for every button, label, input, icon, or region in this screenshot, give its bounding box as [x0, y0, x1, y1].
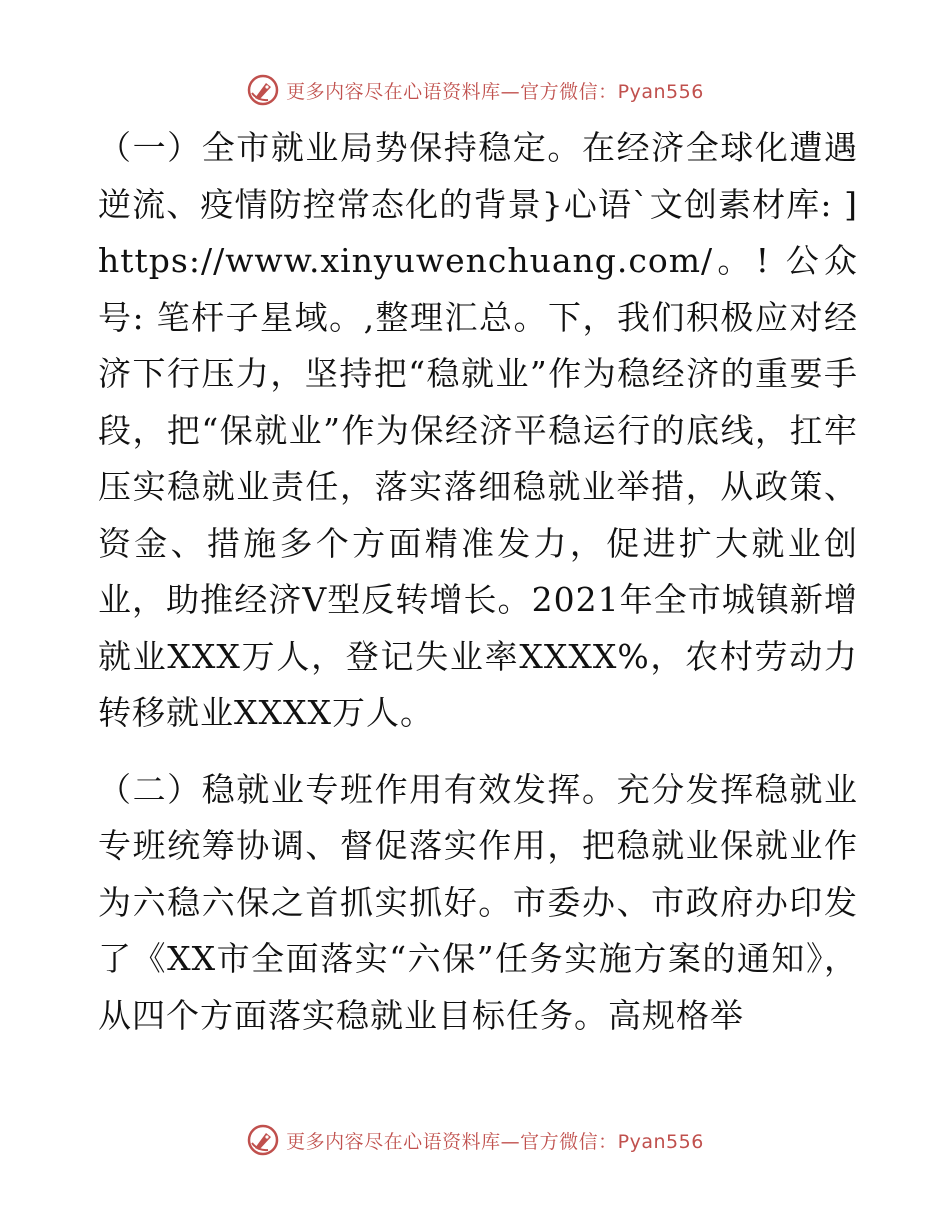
watermark-text: 更多内容尽在心语资料库—官方微信：Pyan556: [286, 80, 704, 103]
watermark-text: 更多内容尽在心语资料库—官方微信：Pyan556: [286, 1130, 704, 1153]
document-body: [98, 120, 858, 1044]
footer-watermark-banner: [0, 1120, 950, 1160]
paragraph-1: （一）全市就业局势保持稳定。在经济全球化遭遇逆流、疫情防控常态化的背景}心语`文创素材库: ]https://www.xinyuwenchuang.com/。! 公众号: 笔杆子星域。,整理汇总。下，我们积极应对经济下行压力，坚持把“稳就业”作为稳经济的重要手段，把“保就业”作为保经济平稳运行的底线，扛牢压实稳就业责任，落实落细稳就业举措，从政策、资金、措施多个方面精准发力，促进扩大就业创业，助推经济V型反转增长。2021年全市城镇新增就业XXX万人，登记失业率XXXX%，农村劳动力转移就业XXXX万人。: [98, 128, 858, 732]
pen-nib-logo-icon: [246, 1123, 280, 1157]
pen-nib-logo-icon: [246, 73, 280, 107]
paragraph-2: （二）稳就业专班作用有效发挥。充分发挥稳就业专班统筹协调、督促落实作用，把稳就业保就业作为六稳六保之首抓实抓好。市委办、市政府办印发了《XX市全面落实“六保”任务实施方案的通知》，从四个方面落实稳就业目标任务。高规格举: [98, 769, 858, 1035]
header-watermark-banner: [0, 70, 950, 110]
